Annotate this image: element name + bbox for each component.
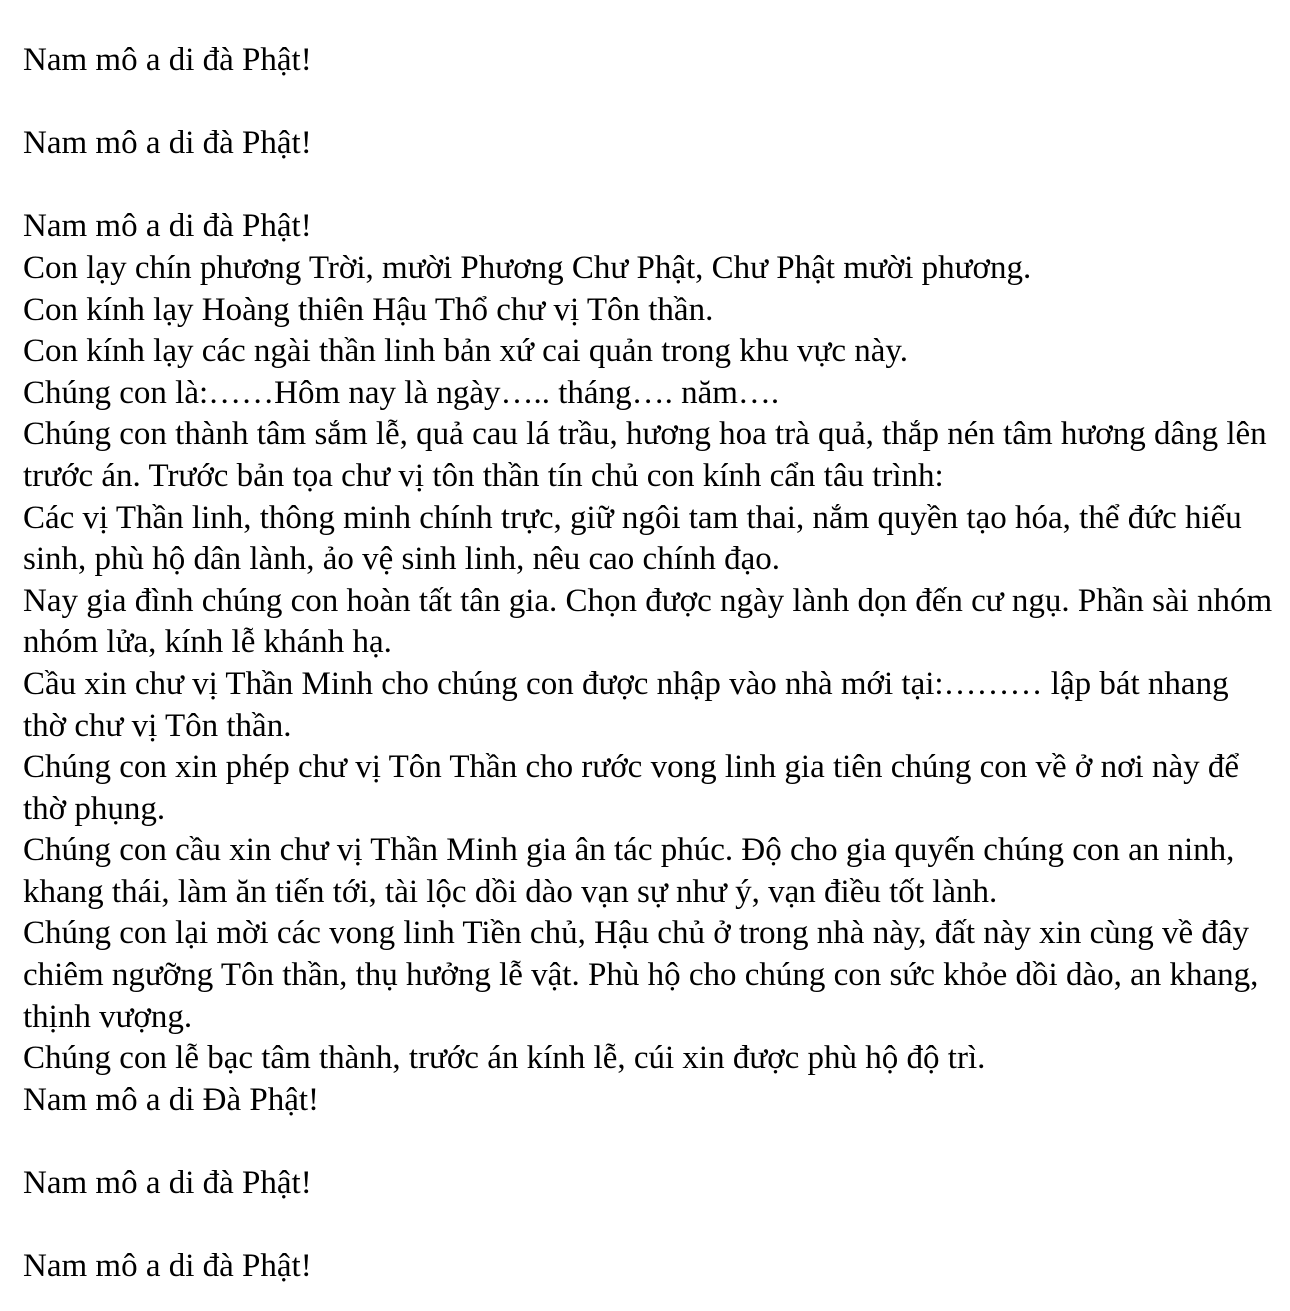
text-line: Con lạy chín phương Trời, mười Phương Chư Phật, Chư Phật mười phương.	[23, 249, 1032, 286]
text-line: Con kính lạy Hoàng thiên Hậu Thổ chư vị Tôn thần.	[23, 291, 714, 328]
text-line: Con kính lạy các ngài thần linh bản xứ cai quản trong khu vực này.	[23, 333, 908, 370]
text-line: Chúng con là:……Hôm nay là ngày….. tháng…. năm….	[23, 374, 780, 411]
text-line: Chúng con lại mời các vong linh Tiền chủ, Hậu chủ ở trong nhà này, đất này xin cùng về đây chiêm ngưỡng Tôn thần, thụ hưởng lễ vật. Phù hộ cho chúng con sức khỏe dồi dào, an khang, thịnh vượng.	[23, 915, 1259, 1035]
text-line: Nam mô a di đà Phật!	[23, 125, 312, 162]
text-line: Nam mô a di đà Phật!	[23, 1248, 312, 1285]
text-line: Nam mô a di đà Phật!	[23, 42, 312, 78]
text-line: Nam mô a di Đà Phật!	[23, 1081, 320, 1118]
text-line: Cầu xin chư vị Thần Minh cho chúng con được nhập vào nhà mới tại:……… lập bát nhang thờ chư vị Tôn thần.	[23, 665, 1229, 744]
blank-line	[23, 1205, 1278, 1247]
text-line: Chúng con xin phép chư vị Tôn Thần cho rước vong linh gia tiên chúng con về ở nơi này để thờ phụng.	[23, 749, 1240, 827]
text-line: Nam mô a di đà Phật!	[23, 208, 312, 245]
document-body	[23, 40, 1278, 1288]
text-line: Các vị Thần linh, thông minh chính trực, giữ ngôi tam thai, nắm quyền tạo hóa, thể đức hiếu sinh, phù hộ dân lành, ảo vệ sinh linh, nêu cao chính đạo.	[23, 499, 1242, 578]
text-line: Chúng con thành tâm sắm lễ, quả cau lá trầu, hương hoa trà quả, thắp nén tâm hương dâng lên trước án. Trước bản tọa chư vị tôn thần tín chủ con kính cẩn tâu trình:	[23, 416, 1267, 494]
text-line: Chúng con lễ bạc tâm thành, trước án kính lễ, cúi xin được phù hộ độ trì.	[23, 1040, 986, 1077]
text-line: Nam mô a di đà Phật!	[23, 1165, 312, 1202]
text-line: Nay gia đình chúng con hoàn tất tân gia. Chọn được ngày lành dọn đến cư ngụ. Phần sài nhóm nhóm lửa, kính lễ khánh hạ.	[23, 582, 1273, 661]
blank-line	[23, 165, 1278, 207]
blank-line	[23, 82, 1278, 124]
text-line: Chúng con cầu xin chư vị Thần Minh gia ân tác phúc. Độ cho gia quyến chúng con an ninh, khang thái, làm ăn tiến tới, tài lộc dồi dào vạn sự như ý, vạn điều tốt lành.	[23, 832, 1235, 910]
blank-line	[23, 1121, 1278, 1163]
